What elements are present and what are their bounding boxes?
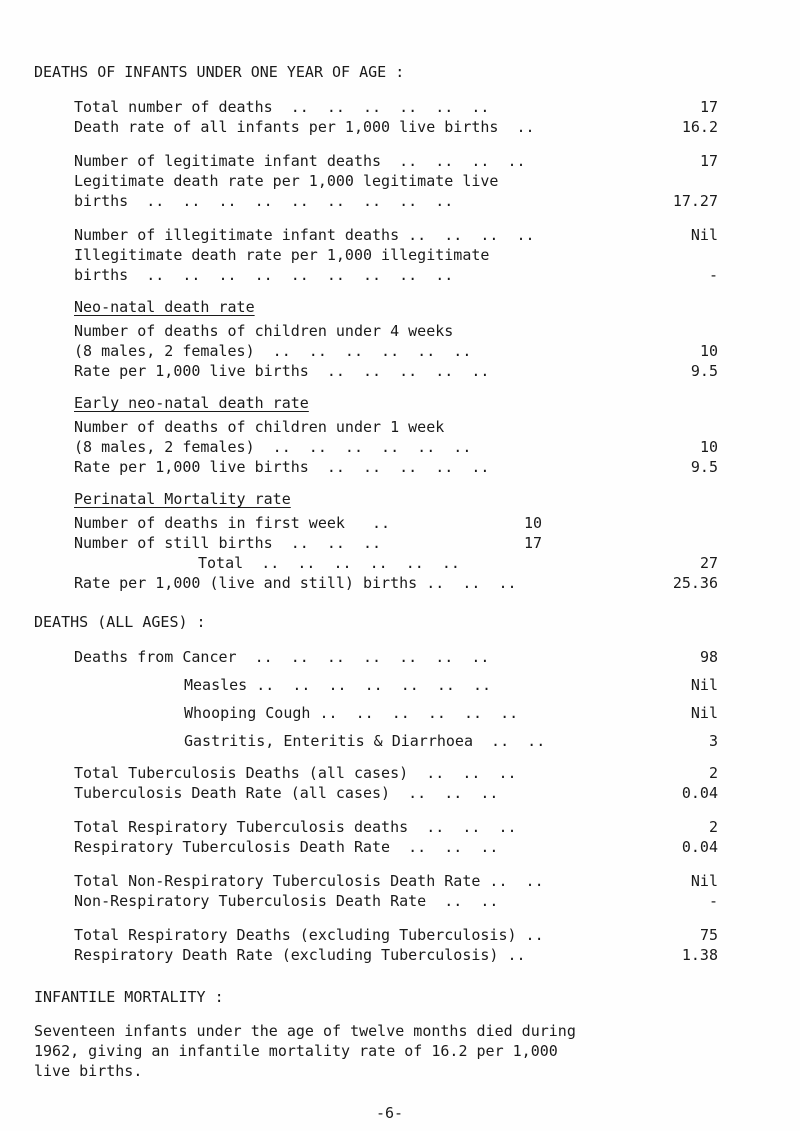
cancer-value: 98: [699, 648, 718, 666]
neo-natal-line-2: (8 males, 2 females) .. .. .. .. .. ..: [74, 342, 472, 360]
illegit-rate-value: -: [708, 266, 718, 284]
tb-total-value: 2: [708, 764, 718, 782]
death-rate-label: Death rate of all infants per 1,000 live births ..: [74, 118, 535, 136]
infantile-mortality-text-3: live births.: [34, 1062, 143, 1080]
total-deaths-label: Total number of deaths .. .. .. .. .. ..: [74, 98, 490, 116]
resp-tb-rate-label: Respiratory Tuberculosis Death Rate .. .. ..: [74, 838, 499, 856]
resp-rate-label: Respiratory Death Rate (excluding Tuberculosis) ..: [74, 946, 526, 964]
heading-all-ages: DEATHS (ALL AGES) :: [34, 613, 206, 631]
early-neo-natal-line-1: Number of deaths of children under 1 week: [74, 418, 445, 436]
resp-tb-rate-value: 0.04: [681, 838, 718, 856]
neo-natal-line-3: Rate per 1,000 live births .. .. .. .. ..: [74, 362, 490, 380]
resp-total-label: Total Respiratory Deaths (excluding Tuberculosis) ..: [74, 926, 544, 944]
perinatal-first-week-value: 10: [523, 514, 542, 532]
neo-natal-line-1: Number of deaths of children under 4 weeks: [74, 322, 454, 340]
legit-rate-label-2: births .. .. .. .. .. .. .. .. ..: [74, 192, 454, 210]
resp-rate-value: 1.38: [681, 946, 718, 964]
perinatal-rate-value: 25.36: [672, 574, 718, 592]
legit-deaths-value: 17: [699, 152, 718, 170]
illegit-deaths-label: Number of illegitimate infant deaths .. .. .. ..: [74, 226, 535, 244]
perinatal-total-label: Total .. .. .. .. .. ..: [198, 554, 460, 572]
early-neo-natal-deaths-value: 10: [699, 438, 718, 456]
measles-label: Measles .. .. .. .. .. .. ..: [184, 676, 492, 694]
perinatal-still-births-label: Number of still births .. .. ..: [74, 534, 382, 552]
neo-natal-heading: Neo-natal death rate: [74, 298, 255, 316]
measles-value: Nil: [690, 676, 718, 694]
resp-tb-total-label: Total Respiratory Tuberculosis deaths .. .. ..: [74, 818, 517, 836]
neo-natal-deaths-value: 10: [699, 342, 718, 360]
death-rate-value: 16.2: [681, 118, 718, 136]
early-neo-natal-heading: Early neo-natal death rate: [74, 394, 309, 412]
neo-natal-rate-value: 9.5: [690, 362, 718, 380]
perinatal-total-value: 27: [699, 554, 718, 572]
whooping-cough-value: Nil: [690, 704, 718, 722]
gastritis-value: 3: [708, 732, 718, 750]
non-resp-tb-total-label: Total Non-Respiratory Tuberculosis Death Rate .. ..: [74, 872, 544, 890]
illegit-rate-label-1: Illegitimate death rate per 1,000 illegitimate: [74, 246, 490, 264]
gastritis-label: Gastritis, Enteritis & Diarrhoea .. ..: [184, 732, 546, 750]
resp-tb-total-value: 2: [708, 818, 718, 836]
whooping-cough-label: Whooping Cough .. .. .. .. .. ..: [184, 704, 519, 722]
legit-deaths-label: Number of legitimate infant deaths .. .. .. ..: [74, 152, 526, 170]
perinatal-heading: Perinatal Mortality rate: [74, 490, 291, 508]
early-neo-natal-line-3: Rate per 1,000 live births .. .. .. .. ..: [74, 458, 490, 476]
infantile-mortality-text-2: 1962, giving an infantile mortality rate of 16.2 per 1,000: [34, 1042, 558, 1060]
legit-rate-value: 17.27: [672, 192, 718, 210]
tb-rate-value: 0.04: [681, 784, 718, 802]
tb-rate-label: Tuberculosis Death Rate (all cases) .. .. ..: [74, 784, 499, 802]
heading-infant-deaths: DEATHS OF INFANTS UNDER ONE YEAR OF AGE :: [34, 63, 405, 81]
perinatal-rate-label: Rate per 1,000 (live and still) births .. .. ..: [74, 574, 517, 592]
early-neo-natal-line-2: (8 males, 2 females) .. .. .. .. .. ..: [74, 438, 472, 456]
illegit-deaths-value: Nil: [690, 226, 718, 244]
illegit-rate-label-2: births .. .. .. .. .. .. .. .. ..: [74, 266, 454, 284]
non-resp-tb-total-value: Nil: [690, 872, 718, 890]
total-deaths-value: 17: [699, 98, 718, 116]
tb-total-label: Total Tuberculosis Deaths (all cases) .. .. ..: [74, 764, 517, 782]
non-resp-tb-rate-label: Non-Respiratory Tuberculosis Death Rate .. ..: [74, 892, 499, 910]
resp-total-value: 75: [699, 926, 718, 944]
early-neo-natal-rate-value: 9.5: [690, 458, 718, 476]
infantile-mortality-text-1: Seventeen infants under the age of twelve months died during: [34, 1022, 576, 1040]
non-resp-tb-rate-value: -: [708, 892, 718, 910]
cancer-label: Deaths from Cancer .. .. .. .. .. .. ..: [74, 648, 490, 666]
heading-infantile-mortality: INFANTILE MORTALITY :: [34, 988, 224, 1006]
perinatal-first-week-label: Number of deaths in first week ..: [74, 514, 391, 532]
perinatal-still-births-value: 17: [523, 534, 542, 552]
page-number: -6-: [376, 1104, 404, 1122]
legit-rate-label-1: Legitimate death rate per 1,000 legitimate live: [74, 172, 499, 190]
